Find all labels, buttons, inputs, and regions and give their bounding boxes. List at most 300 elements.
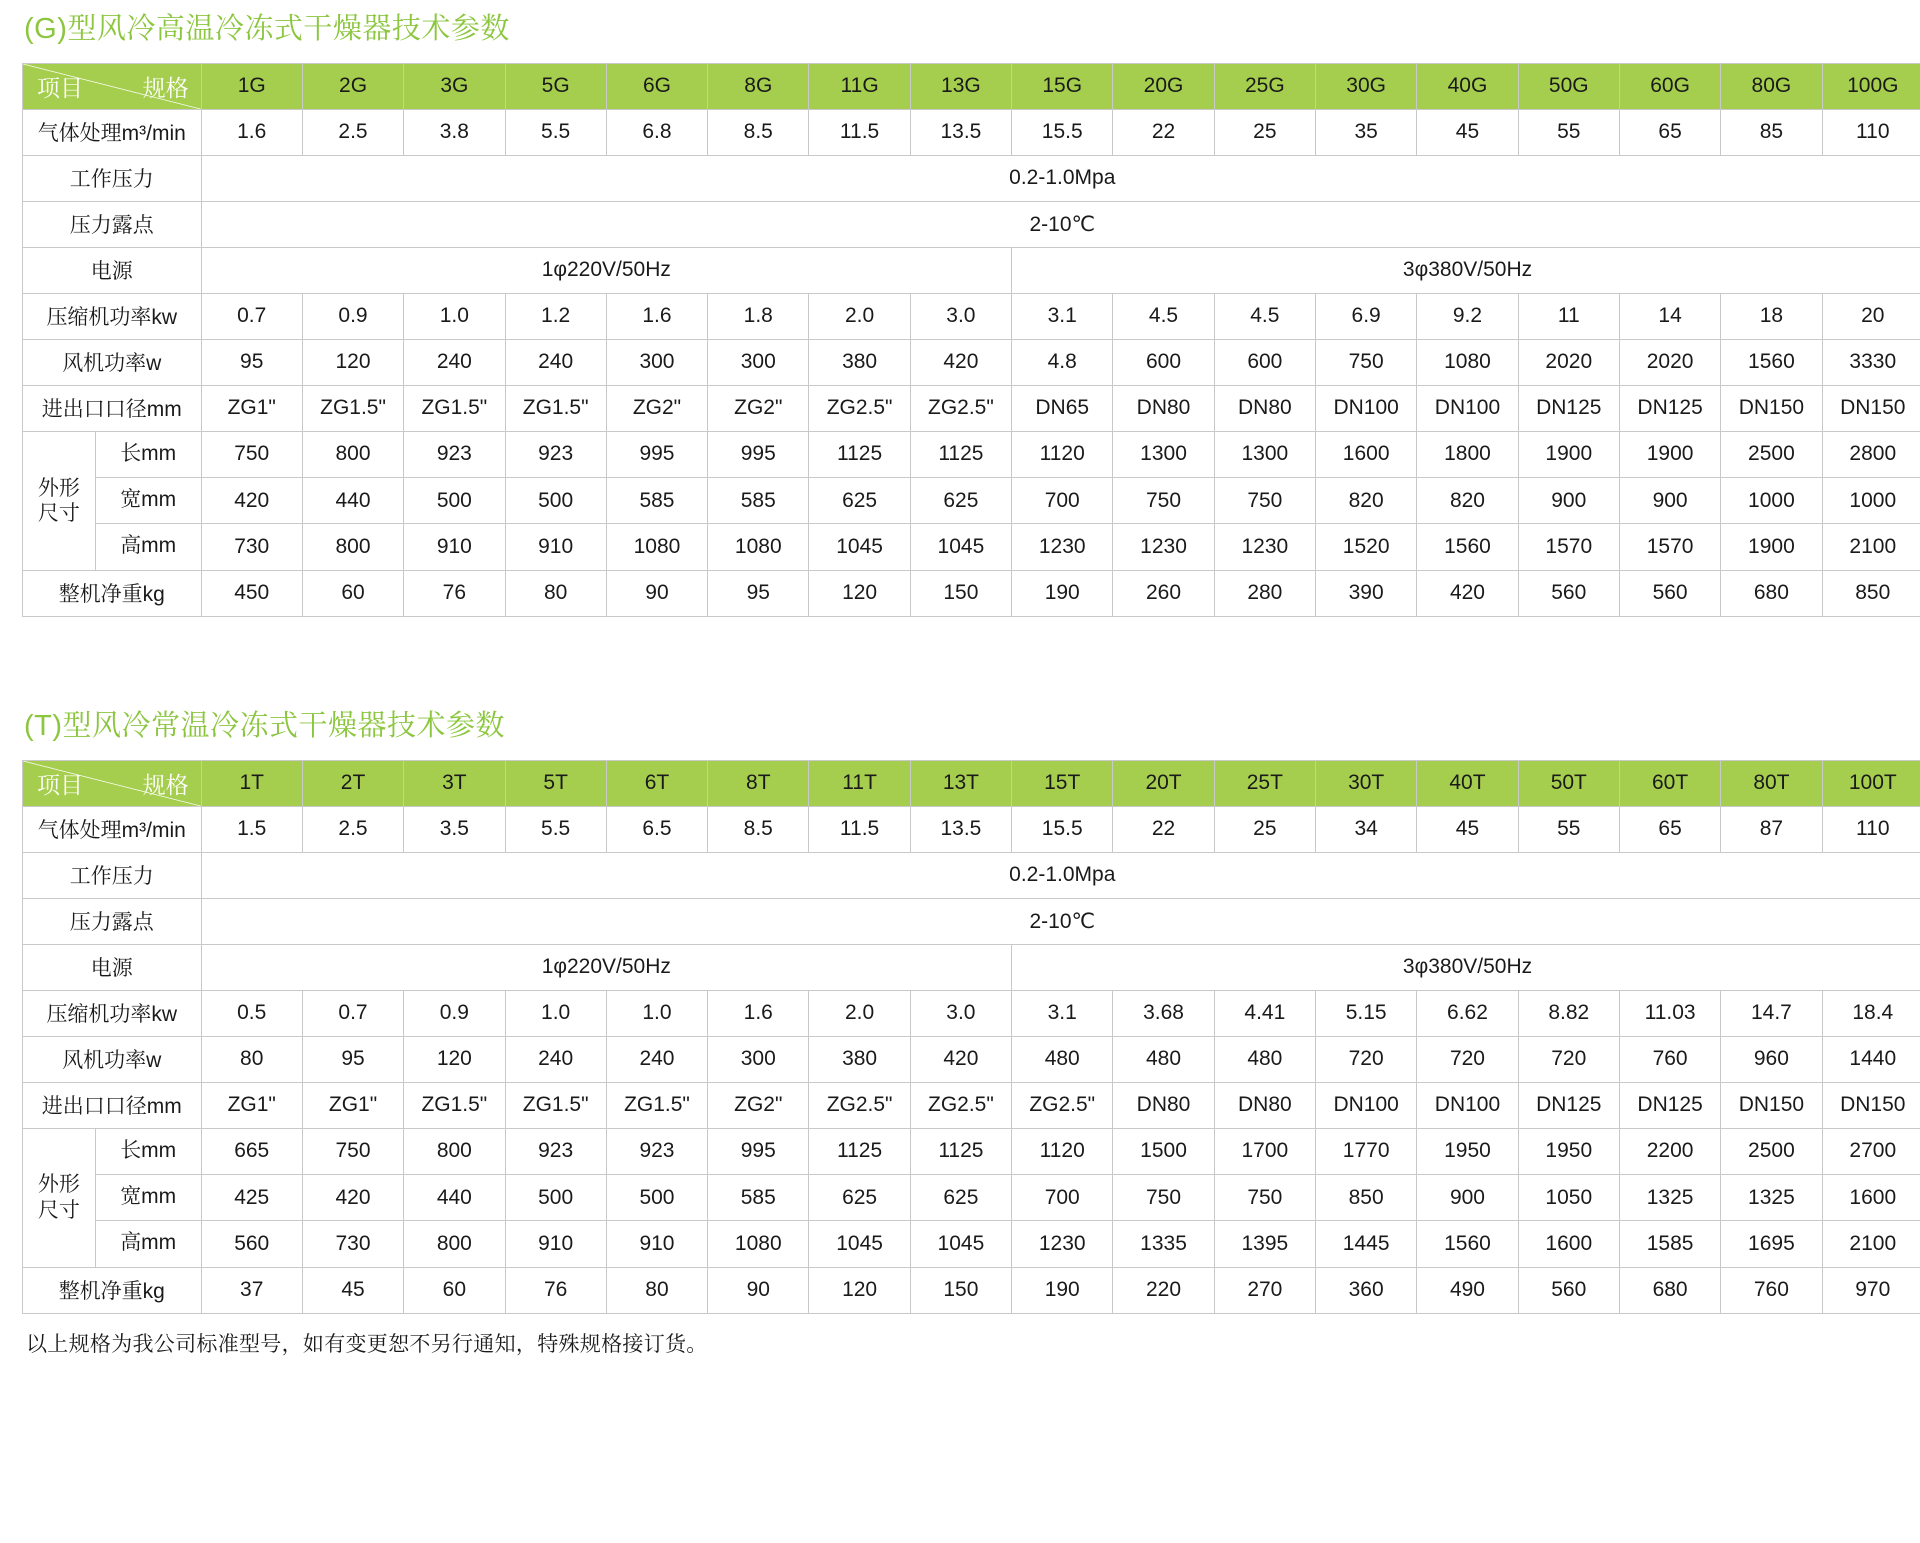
data-cell: 0.9 bbox=[302, 293, 403, 339]
data-cell: ZG2.5" bbox=[1012, 1082, 1113, 1128]
data-cell: 18.4 bbox=[1822, 990, 1920, 1036]
data-cell: 1.6 bbox=[708, 990, 809, 1036]
data-cell: 750 bbox=[1316, 339, 1417, 385]
data-cell: 76 bbox=[404, 570, 505, 616]
data-cell: 76 bbox=[505, 1267, 606, 1313]
data-cell: 2020 bbox=[1619, 339, 1720, 385]
data-cell: 55 bbox=[1518, 109, 1619, 155]
data-cell: 11 bbox=[1518, 293, 1619, 339]
data-cell: 95 bbox=[302, 1036, 403, 1082]
merged-data-cell: 3φ380V/50Hz bbox=[1012, 944, 1920, 990]
data-cell: 80 bbox=[505, 570, 606, 616]
data-cell: 65 bbox=[1619, 109, 1720, 155]
data-cell: 3.0 bbox=[910, 293, 1011, 339]
data-cell: 0.7 bbox=[302, 990, 403, 1036]
data-cell: 1125 bbox=[910, 431, 1011, 477]
data-cell: 970 bbox=[1822, 1267, 1920, 1313]
data-cell: 820 bbox=[1417, 478, 1518, 524]
data-cell: 800 bbox=[302, 431, 403, 477]
table-row bbox=[23, 570, 1920, 616]
table-row bbox=[23, 385, 1920, 431]
data-cell: 8.5 bbox=[708, 806, 809, 852]
data-cell: 120 bbox=[809, 1267, 910, 1313]
data-cell: DN100 bbox=[1417, 1082, 1518, 1128]
data-cell: 680 bbox=[1721, 570, 1822, 616]
data-cell: 2.0 bbox=[809, 293, 910, 339]
data-cell: 87 bbox=[1721, 806, 1822, 852]
data-cell: 80 bbox=[201, 1036, 302, 1082]
row-label: 压缩机功率kw bbox=[23, 990, 202, 1036]
model-header-cell: 60T bbox=[1619, 760, 1720, 806]
data-cell: 1600 bbox=[1518, 1221, 1619, 1267]
data-cell: DN150 bbox=[1822, 1082, 1920, 1128]
data-cell: 1770 bbox=[1316, 1128, 1417, 1174]
model-header-cell: 30T bbox=[1316, 760, 1417, 806]
data-cell: 1.0 bbox=[404, 293, 505, 339]
model-header-cell: 20G bbox=[1113, 63, 1214, 109]
dimension-sub-label: 宽mm bbox=[95, 478, 201, 524]
data-cell: ZG1" bbox=[201, 385, 302, 431]
data-cell: 1950 bbox=[1417, 1128, 1518, 1174]
data-cell: DN80 bbox=[1214, 1082, 1315, 1128]
data-cell: 2020 bbox=[1518, 339, 1619, 385]
data-cell: 960 bbox=[1721, 1036, 1822, 1082]
data-cell: 1325 bbox=[1721, 1174, 1822, 1220]
corner-label-item: 项目 bbox=[37, 771, 83, 798]
data-cell: DN125 bbox=[1518, 1082, 1619, 1128]
data-cell: 240 bbox=[606, 1036, 707, 1082]
data-cell: 45 bbox=[1417, 806, 1518, 852]
data-cell: 900 bbox=[1619, 478, 1720, 524]
table-row-dimension bbox=[23, 524, 1920, 570]
row-label: 电源 bbox=[23, 944, 202, 990]
data-cell: 720 bbox=[1316, 1036, 1417, 1082]
table-row bbox=[23, 201, 1920, 247]
data-cell: 625 bbox=[809, 478, 910, 524]
data-cell: 730 bbox=[201, 524, 302, 570]
corner-header-cell bbox=[23, 63, 202, 109]
data-cell: 425 bbox=[201, 1174, 302, 1220]
data-cell: 1300 bbox=[1113, 431, 1214, 477]
dimension-sub-label: 长mm bbox=[95, 432, 201, 478]
row-label: 工作压力 bbox=[23, 852, 202, 898]
data-cell: 1080 bbox=[708, 1221, 809, 1267]
data-cell: DN80 bbox=[1113, 1082, 1214, 1128]
data-cell: ZG1.5" bbox=[404, 385, 505, 431]
data-cell: 380 bbox=[809, 1036, 910, 1082]
row-label: 整机净重kg bbox=[23, 570, 202, 616]
model-header-cell: 80T bbox=[1721, 760, 1822, 806]
model-header-cell: 50T bbox=[1518, 760, 1619, 806]
data-cell: 760 bbox=[1619, 1036, 1720, 1082]
data-cell: 750 bbox=[1113, 1174, 1214, 1220]
data-cell: 420 bbox=[302, 1174, 403, 1220]
data-cell: 1125 bbox=[809, 431, 910, 477]
data-cell: 45 bbox=[1417, 109, 1518, 155]
data-cell: 110 bbox=[1822, 109, 1920, 155]
model-header-cell: 20T bbox=[1113, 760, 1214, 806]
data-cell: ZG2.5" bbox=[910, 385, 1011, 431]
data-cell: 850 bbox=[1822, 570, 1920, 616]
data-cell: 2.0 bbox=[809, 990, 910, 1036]
data-cell: 560 bbox=[201, 1221, 302, 1267]
data-cell: 1900 bbox=[1721, 524, 1822, 570]
data-cell: DN100 bbox=[1316, 385, 1417, 431]
data-cell: 560 bbox=[1518, 1267, 1619, 1313]
data-cell: 2.5 bbox=[302, 806, 403, 852]
data-cell: 750 bbox=[1113, 478, 1214, 524]
data-cell: 300 bbox=[708, 339, 809, 385]
model-header-cell: 40T bbox=[1417, 760, 1518, 806]
data-cell: 13.5 bbox=[910, 806, 1011, 852]
dimension-group-label: 外形 尺寸 长mm 宽mm 高mm bbox=[23, 431, 202, 570]
data-cell: 5.5 bbox=[505, 109, 606, 155]
data-cell: 2100 bbox=[1822, 1221, 1920, 1267]
data-cell: 923 bbox=[404, 431, 505, 477]
model-header-cell: 60G bbox=[1619, 63, 1720, 109]
data-cell: 1080 bbox=[1417, 339, 1518, 385]
model-header-cell: 25T bbox=[1214, 760, 1315, 806]
row-label: 风机功率w bbox=[23, 1036, 202, 1082]
data-cell: 3.68 bbox=[1113, 990, 1214, 1036]
data-cell: 1395 bbox=[1214, 1221, 1315, 1267]
data-cell: 585 bbox=[606, 478, 707, 524]
data-cell: 1230 bbox=[1113, 524, 1214, 570]
data-cell: ZG1.5" bbox=[505, 1082, 606, 1128]
data-cell: 3.8 bbox=[404, 109, 505, 155]
data-cell: 420 bbox=[910, 339, 1011, 385]
data-cell: 1125 bbox=[809, 1128, 910, 1174]
data-cell: 1000 bbox=[1822, 478, 1920, 524]
data-cell: 190 bbox=[1012, 570, 1113, 616]
data-cell: 390 bbox=[1316, 570, 1417, 616]
data-cell: 240 bbox=[404, 339, 505, 385]
data-cell: ZG2" bbox=[606, 385, 707, 431]
data-cell: 500 bbox=[505, 478, 606, 524]
data-cell: 4.8 bbox=[1012, 339, 1113, 385]
data-cell: 600 bbox=[1113, 339, 1214, 385]
data-cell: 420 bbox=[910, 1036, 1011, 1082]
data-cell: 0.5 bbox=[201, 990, 302, 1036]
data-cell: 420 bbox=[1417, 570, 1518, 616]
merged-data-cell: 0.2-1.0Mpa bbox=[201, 155, 1920, 201]
data-cell: DN125 bbox=[1518, 385, 1619, 431]
data-cell: 1560 bbox=[1417, 524, 1518, 570]
data-cell: 800 bbox=[302, 524, 403, 570]
data-cell: 60 bbox=[404, 1267, 505, 1313]
data-cell: 450 bbox=[201, 570, 302, 616]
data-cell: 2200 bbox=[1619, 1128, 1720, 1174]
data-cell: 1045 bbox=[809, 1221, 910, 1267]
data-cell: 490 bbox=[1417, 1267, 1518, 1313]
data-cell: 65 bbox=[1619, 806, 1720, 852]
data-cell: 120 bbox=[302, 339, 403, 385]
data-cell: 2800 bbox=[1822, 431, 1920, 477]
row-label: 压力露点 bbox=[23, 898, 202, 944]
data-cell: 1335 bbox=[1113, 1221, 1214, 1267]
model-header-cell: 13G bbox=[910, 63, 1011, 109]
model-header-cell: 1T bbox=[201, 760, 302, 806]
model-header-cell: 6G bbox=[606, 63, 707, 109]
data-cell: 6.62 bbox=[1417, 990, 1518, 1036]
data-cell: 900 bbox=[1417, 1174, 1518, 1220]
data-cell: 2500 bbox=[1721, 1128, 1822, 1174]
data-cell: 923 bbox=[505, 1128, 606, 1174]
data-cell: ZG1" bbox=[201, 1082, 302, 1128]
data-cell: 45 bbox=[302, 1267, 403, 1313]
data-cell: 730 bbox=[302, 1221, 403, 1267]
data-cell: 1.8 bbox=[708, 293, 809, 339]
data-cell: ZG1.5" bbox=[606, 1082, 707, 1128]
data-cell: 240 bbox=[505, 1036, 606, 1082]
data-cell: 220 bbox=[1113, 1267, 1214, 1313]
model-header-cell: 15T bbox=[1012, 760, 1113, 806]
data-cell: 14.7 bbox=[1721, 990, 1822, 1036]
data-cell: DN150 bbox=[1721, 385, 1822, 431]
data-cell: 1230 bbox=[1214, 524, 1315, 570]
merged-data-cell: 1φ220V/50Hz bbox=[201, 247, 1012, 293]
data-cell: 22 bbox=[1113, 806, 1214, 852]
data-cell: 6.9 bbox=[1316, 293, 1417, 339]
model-header-cell: 6T bbox=[606, 760, 707, 806]
table-row bbox=[23, 898, 1920, 944]
data-cell: 35 bbox=[1316, 109, 1417, 155]
row-label: 气体处理m³/min bbox=[23, 806, 202, 852]
data-cell: 910 bbox=[505, 524, 606, 570]
data-cell: 720 bbox=[1417, 1036, 1518, 1082]
data-cell: 5.15 bbox=[1316, 990, 1417, 1036]
data-cell: 20 bbox=[1822, 293, 1920, 339]
spec-table-t bbox=[22, 760, 1920, 1314]
corner-label-item: 项目 bbox=[37, 74, 83, 101]
data-cell: 910 bbox=[505, 1221, 606, 1267]
data-cell: 1445 bbox=[1316, 1221, 1417, 1267]
data-cell: 1600 bbox=[1316, 431, 1417, 477]
data-cell: 1120 bbox=[1012, 1128, 1113, 1174]
data-cell: 923 bbox=[606, 1128, 707, 1174]
data-cell: 700 bbox=[1012, 1174, 1113, 1220]
data-cell: 500 bbox=[505, 1174, 606, 1220]
table-row bbox=[23, 293, 1920, 339]
merged-data-cell: 3φ380V/50Hz bbox=[1012, 247, 1920, 293]
table-row bbox=[23, 1082, 1920, 1128]
data-cell: 18 bbox=[1721, 293, 1822, 339]
data-cell: 480 bbox=[1214, 1036, 1315, 1082]
data-cell: 800 bbox=[404, 1128, 505, 1174]
data-cell: DN65 bbox=[1012, 385, 1113, 431]
data-cell: 1045 bbox=[910, 524, 1011, 570]
table-row bbox=[23, 806, 1920, 852]
data-cell: 1325 bbox=[1619, 1174, 1720, 1220]
model-header-cell: 40G bbox=[1417, 63, 1518, 109]
data-cell: 1.0 bbox=[606, 990, 707, 1036]
data-cell: 110 bbox=[1822, 806, 1920, 852]
data-cell: 1120 bbox=[1012, 431, 1113, 477]
model-header-cell: 2T bbox=[302, 760, 403, 806]
dimension-sub-label: 长mm bbox=[95, 1129, 201, 1175]
merged-data-cell: 0.2-1.0Mpa bbox=[201, 852, 1920, 898]
table-row bbox=[23, 109, 1920, 155]
data-cell: 910 bbox=[606, 1221, 707, 1267]
data-cell: 280 bbox=[1214, 570, 1315, 616]
data-cell: 700 bbox=[1012, 478, 1113, 524]
model-header-cell: 3G bbox=[404, 63, 505, 109]
model-header-cell: 5G bbox=[505, 63, 606, 109]
data-cell: 37 bbox=[201, 1267, 302, 1313]
spec-table-g bbox=[22, 63, 1920, 617]
table-row-dimension bbox=[23, 1128, 1920, 1174]
data-cell: 3330 bbox=[1822, 339, 1920, 385]
data-cell: 1700 bbox=[1214, 1128, 1315, 1174]
data-cell: ZG1.5" bbox=[302, 385, 403, 431]
data-cell: ZG1" bbox=[302, 1082, 403, 1128]
data-cell: 6.8 bbox=[606, 109, 707, 155]
table-row-dimension bbox=[23, 478, 1920, 524]
model-header-cell: 80G bbox=[1721, 63, 1822, 109]
data-cell: DN125 bbox=[1619, 1082, 1720, 1128]
model-header-cell: 50G bbox=[1518, 63, 1619, 109]
data-cell: 625 bbox=[910, 1174, 1011, 1220]
data-cell: 923 bbox=[505, 431, 606, 477]
dimension-sub-label: 高mm bbox=[95, 524, 201, 570]
data-cell: 5.5 bbox=[505, 806, 606, 852]
data-cell: 665 bbox=[201, 1128, 302, 1174]
model-header-cell: 8G bbox=[708, 63, 809, 109]
data-cell: 420 bbox=[201, 478, 302, 524]
model-header-cell: 100G bbox=[1822, 63, 1920, 109]
data-cell: 85 bbox=[1721, 109, 1822, 155]
data-cell: 440 bbox=[404, 1174, 505, 1220]
row-label: 电源 bbox=[23, 247, 202, 293]
model-header-cell: 13T bbox=[910, 760, 1011, 806]
data-cell: 90 bbox=[708, 1267, 809, 1313]
data-cell: 1125 bbox=[910, 1128, 1011, 1174]
data-cell: 1045 bbox=[910, 1221, 1011, 1267]
model-header-cell: 3T bbox=[404, 760, 505, 806]
data-cell: 22 bbox=[1113, 109, 1214, 155]
section-title-g: (G)型风冷高温冷冻式干燥器技术参数 bbox=[24, 13, 510, 45]
table-header-row bbox=[23, 63, 1920, 109]
data-cell: 34 bbox=[1316, 806, 1417, 852]
data-cell: 4.41 bbox=[1214, 990, 1315, 1036]
data-cell: 80 bbox=[606, 1267, 707, 1313]
data-cell: 995 bbox=[606, 431, 707, 477]
data-cell: 1.6 bbox=[201, 109, 302, 155]
data-cell: 3.1 bbox=[1012, 990, 1113, 1036]
merged-data-cell: 2-10℃ bbox=[201, 898, 1920, 944]
table-row bbox=[23, 339, 1920, 385]
data-cell: 6.5 bbox=[606, 806, 707, 852]
data-cell: 60 bbox=[302, 570, 403, 616]
dimension-sub-label: 高mm bbox=[95, 1221, 201, 1267]
data-cell: 240 bbox=[505, 339, 606, 385]
data-cell: 4.5 bbox=[1214, 293, 1315, 339]
data-cell: 25 bbox=[1214, 806, 1315, 852]
data-cell: ZG2" bbox=[708, 385, 809, 431]
data-cell: DN150 bbox=[1721, 1082, 1822, 1128]
data-cell: 2100 bbox=[1822, 524, 1920, 570]
data-cell: 1.5 bbox=[201, 806, 302, 852]
data-cell: 1570 bbox=[1518, 524, 1619, 570]
data-cell: 995 bbox=[708, 431, 809, 477]
data-cell: 850 bbox=[1316, 1174, 1417, 1220]
data-cell: 480 bbox=[1012, 1036, 1113, 1082]
data-cell: 1570 bbox=[1619, 524, 1720, 570]
data-cell: 300 bbox=[708, 1036, 809, 1082]
data-cell: 900 bbox=[1518, 478, 1619, 524]
data-cell: DN100 bbox=[1316, 1082, 1417, 1128]
data-cell: 750 bbox=[1214, 478, 1315, 524]
data-cell: 1.0 bbox=[505, 990, 606, 1036]
data-cell: ZG1.5" bbox=[404, 1082, 505, 1128]
data-cell: ZG1.5" bbox=[505, 385, 606, 431]
table-row-dimension bbox=[23, 1221, 1920, 1267]
data-cell: 190 bbox=[1012, 1267, 1113, 1313]
data-cell: 270 bbox=[1214, 1267, 1315, 1313]
data-cell: 1950 bbox=[1518, 1128, 1619, 1174]
data-cell: 500 bbox=[404, 478, 505, 524]
data-cell: 560 bbox=[1619, 570, 1720, 616]
table-row-dimension bbox=[23, 431, 1920, 477]
data-cell: 500 bbox=[606, 1174, 707, 1220]
data-cell: 15.5 bbox=[1012, 806, 1113, 852]
data-cell: 11.5 bbox=[809, 806, 910, 852]
data-cell: 1230 bbox=[1012, 524, 1113, 570]
model-header-cell: 1G bbox=[201, 63, 302, 109]
data-cell: 120 bbox=[404, 1036, 505, 1082]
row-label: 风机功率w bbox=[23, 339, 202, 385]
data-cell: 1520 bbox=[1316, 524, 1417, 570]
data-cell: 585 bbox=[708, 478, 809, 524]
data-cell: 1080 bbox=[606, 524, 707, 570]
data-cell: 2500 bbox=[1721, 431, 1822, 477]
data-cell: 750 bbox=[201, 431, 302, 477]
model-header-cell: 11G bbox=[809, 63, 910, 109]
table-body-g bbox=[23, 63, 1920, 616]
row-label: 气体处理m³/min bbox=[23, 109, 202, 155]
corner-label-spec: 规格 bbox=[142, 771, 189, 798]
corner-label-spec: 规格 bbox=[142, 74, 189, 101]
data-cell: 1050 bbox=[1518, 1174, 1619, 1220]
model-header-cell: 5T bbox=[505, 760, 606, 806]
table-row bbox=[23, 944, 1920, 990]
data-cell: 750 bbox=[302, 1128, 403, 1174]
row-label: 工作压力 bbox=[23, 155, 202, 201]
data-cell: 13.5 bbox=[910, 109, 1011, 155]
data-cell: ZG2" bbox=[708, 1082, 809, 1128]
data-cell: 95 bbox=[201, 339, 302, 385]
data-cell: 820 bbox=[1316, 478, 1417, 524]
table-row bbox=[23, 990, 1920, 1036]
merged-data-cell: 2-10℃ bbox=[201, 201, 1920, 247]
data-cell: 1800 bbox=[1417, 431, 1518, 477]
row-label: 进出口口径mm bbox=[23, 1082, 202, 1128]
footnote: 以上规格为我公司标准型号，如有变更恕不另行通知，特殊规格接订货。 bbox=[26, 1332, 708, 1356]
table-row bbox=[23, 247, 1920, 293]
data-cell: 680 bbox=[1619, 1267, 1720, 1313]
data-cell: 585 bbox=[708, 1174, 809, 1220]
data-cell: 15.5 bbox=[1012, 109, 1113, 155]
data-cell: 8.82 bbox=[1518, 990, 1619, 1036]
data-cell: 480 bbox=[1113, 1036, 1214, 1082]
data-cell: 11.5 bbox=[809, 109, 910, 155]
data-cell: 760 bbox=[1721, 1267, 1822, 1313]
data-cell: 0.9 bbox=[404, 990, 505, 1036]
data-cell: 1500 bbox=[1113, 1128, 1214, 1174]
table-header-row bbox=[23, 760, 1920, 806]
data-cell: DN80 bbox=[1113, 385, 1214, 431]
data-cell: 2700 bbox=[1822, 1128, 1920, 1174]
